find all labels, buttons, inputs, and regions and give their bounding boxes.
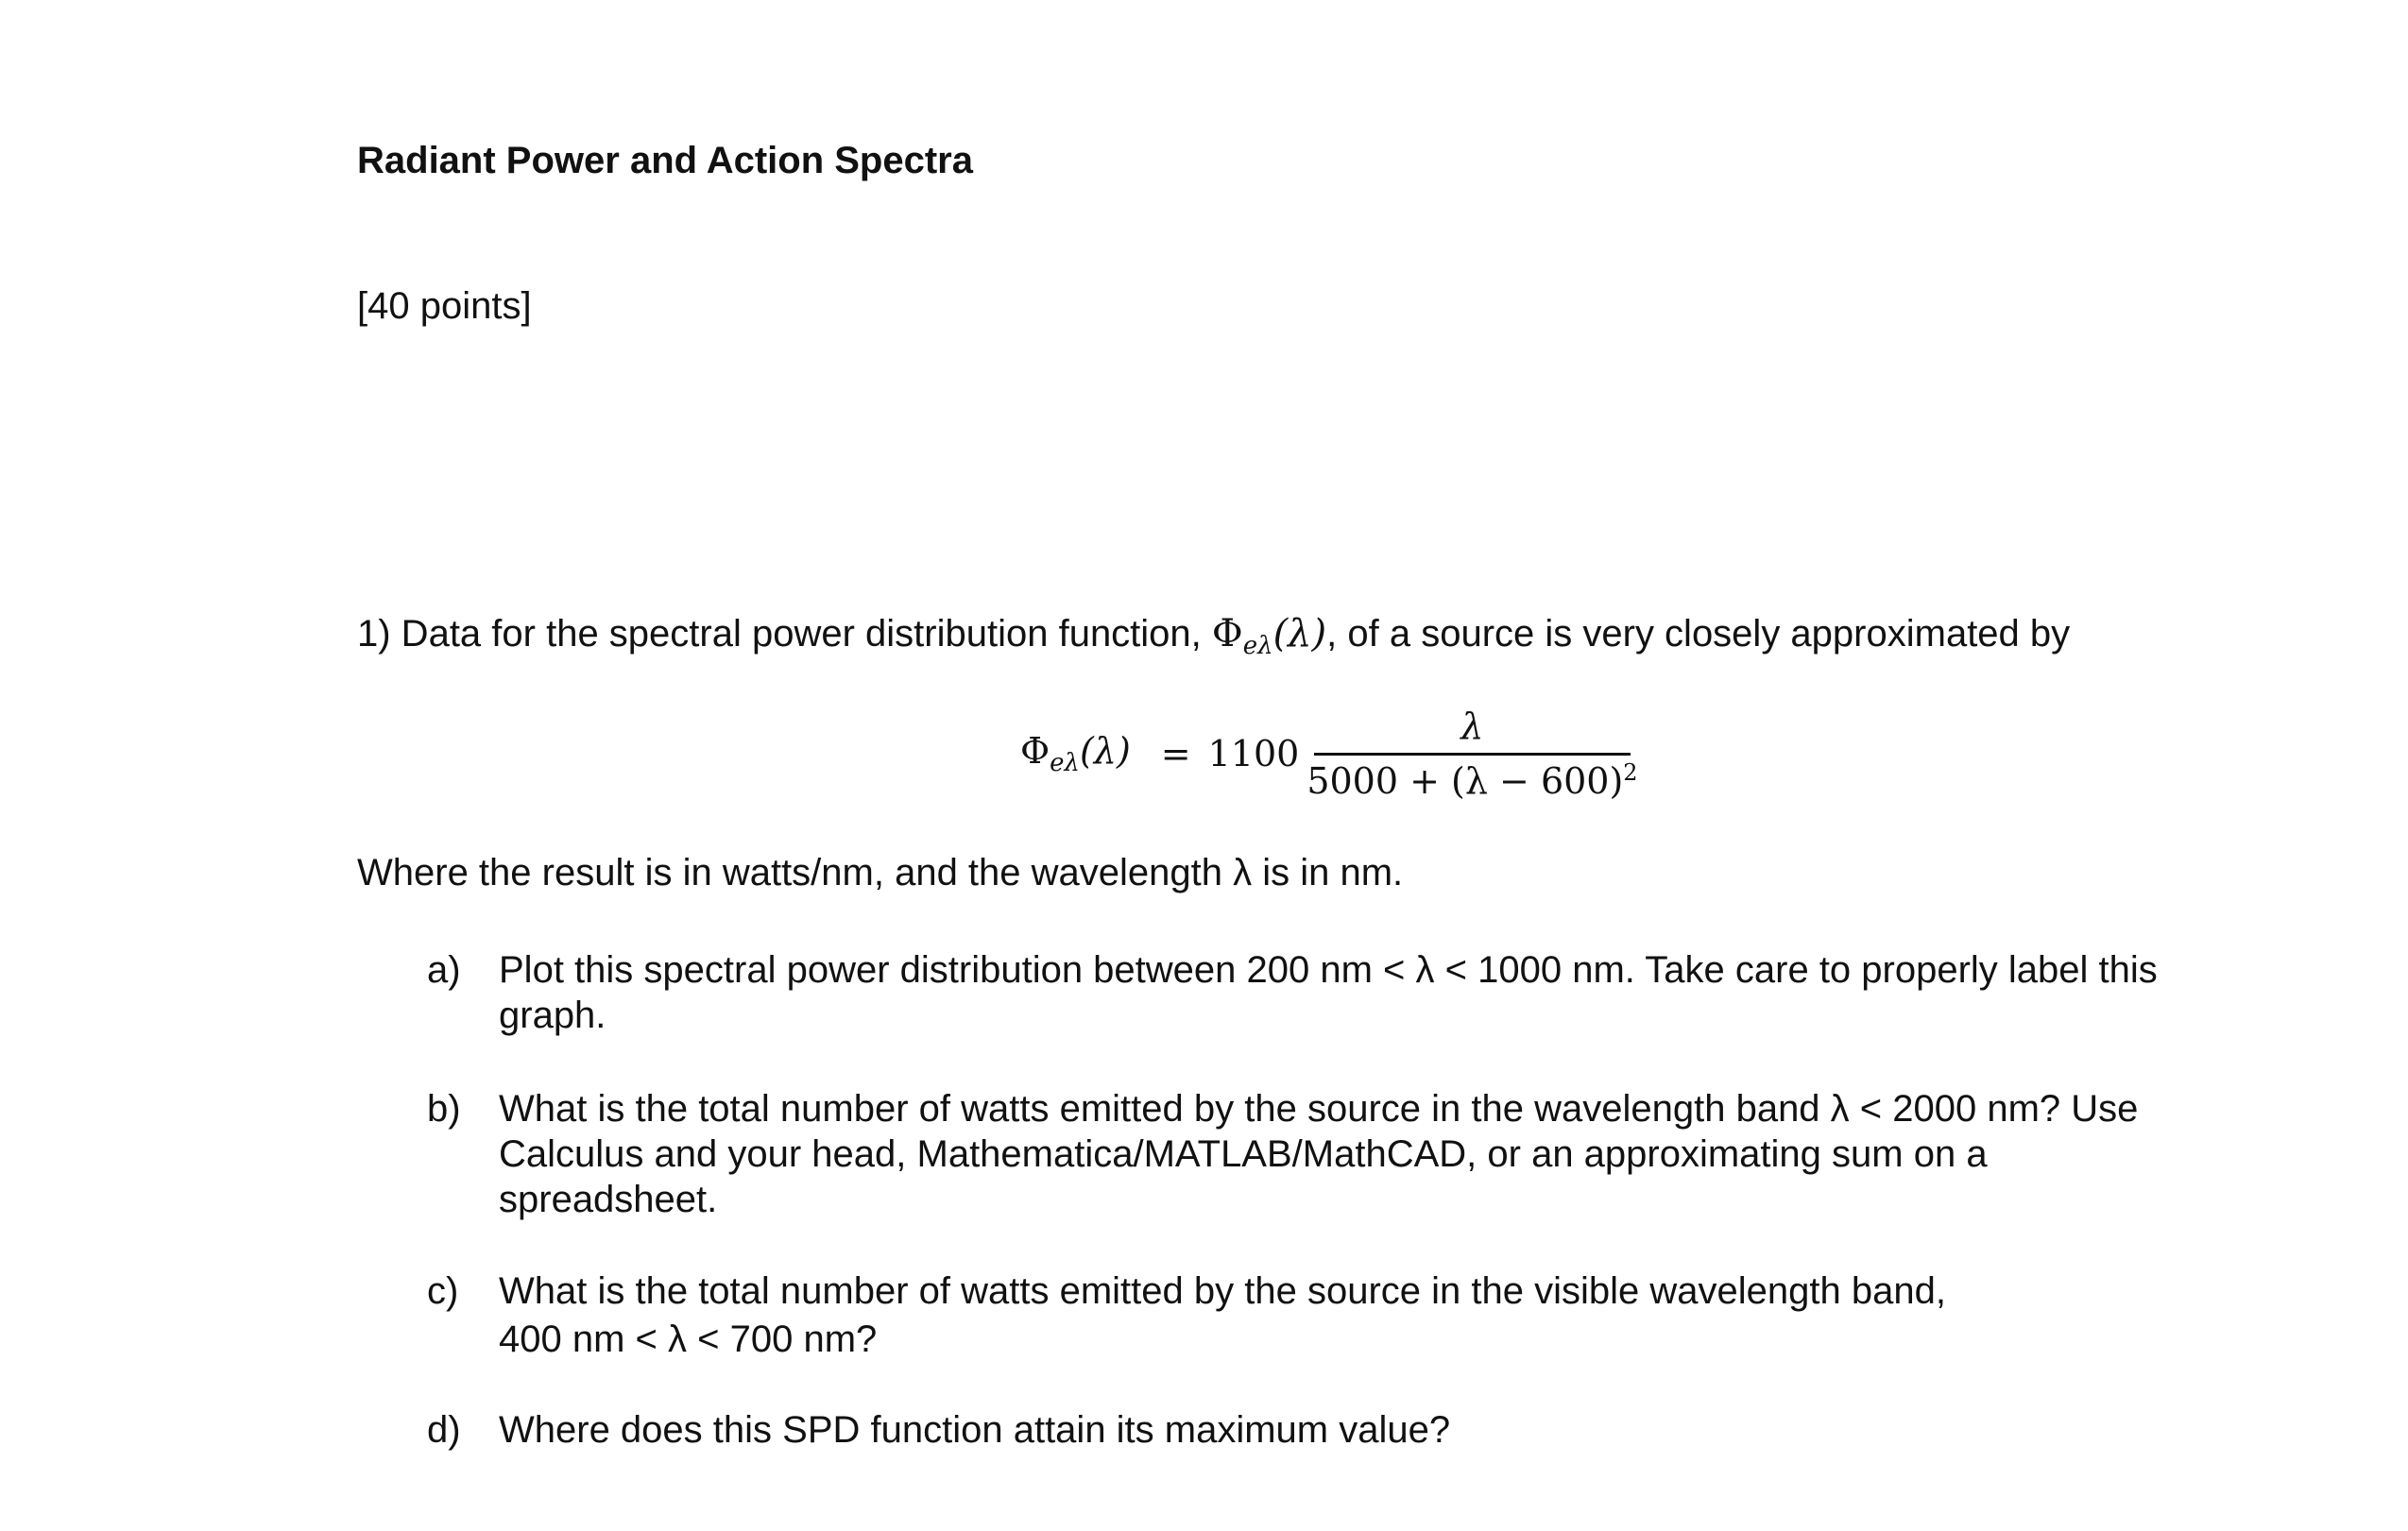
question-letter: b): [427, 1088, 461, 1130]
points-label: [40 points]: [357, 285, 532, 327]
question-body: [499, 1407, 2331, 1453]
question-letter: d): [427, 1409, 461, 1451]
question-line: What is the total number of watts emitted by the source in the visible wavelength band,: [499, 1270, 1946, 1312]
equation-denominator: [1306, 756, 1637, 802]
equation-denominator-text: 5000 + (λ − 600): [1306, 760, 1624, 802]
units-statement: Where the result is in watts/nm, and the wavelength λ is in nm.: [357, 852, 1404, 893]
equation-numerator: λ: [1460, 706, 1484, 747]
question-letter: c): [427, 1270, 459, 1312]
question-body: [499, 1268, 2331, 1362]
question-body: [499, 947, 2331, 1038]
equation-equals: =: [1160, 733, 1191, 774]
equation-fraction: [1306, 706, 1637, 802]
intro-prefix: 1) Data for the spectral power distribution function,: [357, 613, 1212, 655]
question-line: Where does this SPD function attain its maximum value?: [499, 1409, 1451, 1451]
document-title: Radiant Power and Action Spectra: [357, 140, 973, 181]
intro-suffix: , of a source is very closely approximated by: [1326, 613, 2071, 655]
equation-phi-symbol: Φ: [1020, 730, 1050, 772]
equation-phi-subscript: eλ: [1050, 749, 1081, 777]
question-line: spreadsheet.: [499, 1179, 718, 1220]
question-line: 400 nm < λ < 700 nm?: [499, 1318, 878, 1360]
equation-coefficient: 1100: [1207, 733, 1300, 774]
intro-phi-symbol: Φ: [1211, 612, 1243, 655]
spd-equation: [1020, 697, 1638, 810]
question-line: graph.: [499, 995, 606, 1036]
question-line: What is the total number of watts emitted by the source in the wavelength band λ < 2000 nm? Use: [499, 1088, 2139, 1130]
question-letter: a): [427, 949, 461, 991]
intro-phi-argument: (λ): [1272, 612, 1327, 655]
equation-phi-argument: (λ): [1080, 730, 1131, 772]
intro-phi-subscript: eλ: [1242, 632, 1273, 660]
question-body: [499, 1086, 2331, 1222]
problem-intro: [357, 612, 2070, 660]
question-line: Plot this spectral power distribution between 200 nm < λ < 1000 nm. Take care to properly label this: [499, 949, 2158, 991]
equation-lhs: [1020, 730, 1131, 777]
equation-exponent: 2: [1623, 759, 1638, 786]
question-line: Calculus and your head, Mathematica/MATLAB/MathCAD, or an approximating sum on a: [499, 1133, 1988, 1175]
